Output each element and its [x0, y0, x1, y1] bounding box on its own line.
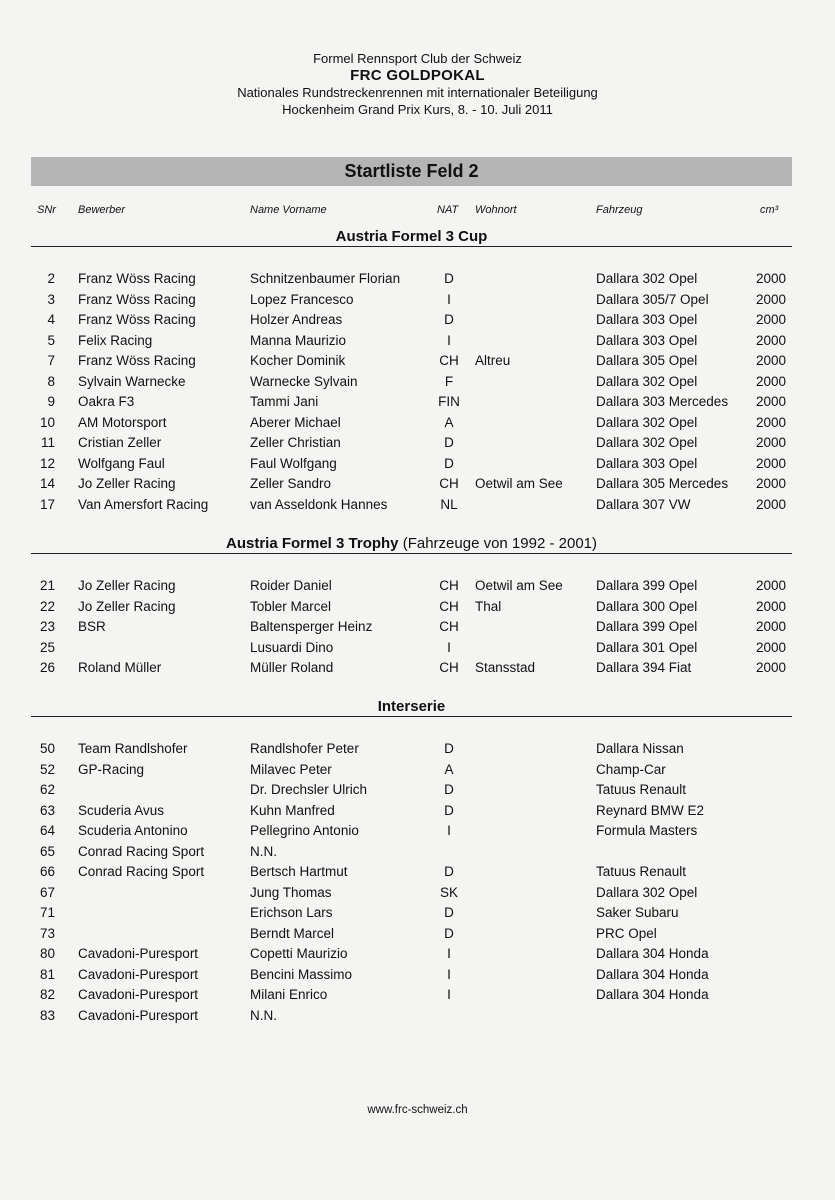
cell-fahrzeug: Tatuus Renault [596, 782, 687, 797]
cell-bewerber: Cavadoni-Puresport [78, 1007, 199, 1023]
cell-name: Bencini Massimo [250, 966, 353, 982]
cell-name: Zeller Sandro [250, 476, 332, 491]
table-row [0, 944, 835, 964]
cell-nat: I [447, 987, 451, 1002]
table-row [0, 617, 835, 637]
cell-fahrzeug: Dallara 304 Honda [596, 966, 709, 982]
table-row [0, 780, 835, 800]
cell-nat: I [447, 639, 451, 655]
table-row [0, 883, 835, 903]
cell-fahrzeug: Dallara 302 Opel [596, 884, 698, 900]
cell-cm: 2000 [755, 291, 786, 307]
cell-snr: 63 [39, 802, 55, 818]
cell-bewerber: Wolfgang Faul [78, 455, 165, 471]
cell-bewerber: Cavadoni-Puresport [78, 966, 199, 982]
cell-snr: 10 [39, 414, 55, 430]
cell-nat: A [444, 414, 454, 430]
cell-fahrzeug: Dallara 303 Opel [596, 332, 698, 348]
cell-bewerber: Franz Wöss Racing [78, 271, 196, 286]
cell-cm: 2000 [755, 332, 786, 348]
event-venue-date: Hockenheim Grand Prix Kurs, 8. - 10. Juli 2011 [282, 102, 553, 117]
cell-nat: I [447, 946, 451, 961]
cell-nat: D [444, 455, 454, 471]
cell-cm: 2000 [755, 496, 786, 512]
cell-name: Manna Maurizio [250, 332, 347, 348]
cell-bewerber: GP-Racing [78, 761, 145, 777]
cell-fahrzeug: Dallara 301 Opel [596, 639, 698, 655]
table-row [0, 862, 835, 882]
cell-nat: I [447, 332, 451, 348]
cell-name: Milavec Peter [250, 761, 332, 777]
cell-fahrzeug: Dallara 304 Honda [596, 946, 709, 961]
cell-cm: 2000 [755, 353, 786, 368]
cell-bewerber: Scuderia Avus [78, 802, 165, 818]
cell-name: N.N. [250, 843, 277, 859]
cell-fahrzeug: Dallara 399 Opel [596, 619, 698, 634]
section-title-trophy [31, 535, 792, 553]
cell-snr: 83 [39, 1007, 55, 1023]
cell-name: N.N. [250, 1007, 277, 1023]
table-row [0, 658, 835, 678]
cell-snr: 52 [39, 761, 55, 777]
cell-name: Holzer Andreas [250, 312, 343, 327]
cell-fahrzeug: Dallara 399 Opel [596, 578, 698, 593]
cell-bewerber: Franz Wöss Racing [78, 312, 196, 327]
cell-bewerber: Franz Wöss Racing [78, 291, 196, 307]
section-rule [31, 553, 792, 554]
cell-fahrzeug: Dallara 302 Opel [596, 271, 698, 286]
table-row [0, 760, 835, 780]
table-row [0, 801, 835, 821]
table-row [0, 331, 835, 351]
cell-snr: 65 [39, 843, 55, 859]
cell-snr: 62 [39, 782, 55, 797]
table-row [0, 433, 835, 453]
col-snr: SNr [37, 204, 56, 216]
footer-url: www.frc-schweiz.ch [367, 1104, 468, 1116]
col-cm: cm³ [760, 204, 779, 216]
section-title-text: Austria Formel 3 Cup [335, 228, 488, 245]
cell-bewerber: Roland Müller [78, 660, 162, 675]
cell-cm: 2000 [755, 455, 786, 471]
cell-cm: 2000 [755, 435, 786, 450]
cell-name: van Asseldonk Hannes [250, 496, 388, 512]
cell-nat: D [444, 312, 454, 327]
cell-fahrzeug: Dallara 304 Honda [596, 987, 709, 1002]
cell-snr: 12 [39, 455, 55, 471]
cell-wohnort: Thal [475, 598, 502, 614]
cell-snr: 22 [39, 598, 55, 614]
cell-nat: A [444, 761, 454, 777]
cell-nat: D [444, 905, 454, 920]
col-nat: NAT [437, 204, 459, 216]
section-subtitle: (Fahrzeuge von 1992 - 2001) [402, 535, 597, 552]
cell-fahrzeug: Formula Masters [596, 823, 698, 838]
cell-name: Aberer Michael [250, 414, 341, 430]
cell-nat: D [444, 782, 454, 797]
cell-snr: 8 [47, 373, 55, 389]
cell-nat: CH [439, 619, 459, 634]
cell-snr: 80 [39, 946, 55, 961]
cell-cm: 2000 [755, 639, 786, 655]
cell-wohnort: Stansstad [475, 660, 536, 675]
cell-nat: D [444, 271, 454, 286]
table-row [0, 821, 835, 841]
cell-name: Erichson Lars [250, 905, 333, 920]
cell-fahrzeug: Dallara 300 Opel [596, 598, 698, 614]
cell-name: Jung Thomas [250, 884, 332, 900]
cell-nat: CH [439, 353, 459, 368]
cell-fahrzeug: PRC Opel [596, 925, 657, 941]
cell-cm: 2000 [755, 578, 786, 593]
cell-nat: I [447, 823, 451, 838]
col-fahrzeug: Fahrzeug [596, 204, 643, 216]
cell-name: Lopez Francesco [250, 291, 354, 307]
section-title-cup [31, 228, 792, 246]
section-rule [31, 246, 792, 247]
cell-snr: 2 [47, 271, 55, 286]
table-row [0, 739, 835, 759]
cell-snr: 71 [39, 905, 55, 920]
cell-snr: 82 [39, 987, 55, 1002]
cell-snr: 9 [47, 394, 55, 409]
cell-snr: 81 [39, 966, 55, 982]
cell-wohnort: Oetwil am See [475, 578, 563, 593]
cell-snr: 17 [39, 496, 55, 512]
cell-name: Faul Wolfgang [250, 455, 337, 471]
cell-name: Tobler Marcel [250, 598, 332, 614]
cell-fahrzeug: Dallara 303 Opel [596, 312, 698, 327]
cell-bewerber: Felix Racing [78, 332, 153, 348]
cell-fahrzeug: Dallara 305 Mercedes [596, 476, 729, 491]
cell-cm: 2000 [755, 598, 786, 614]
cell-nat: D [444, 741, 454, 756]
cell-fahrzeug: Tatuus Renault [596, 864, 687, 879]
cell-fahrzeug: Dallara 307 VW [596, 496, 691, 512]
cell-bewerber: BSR [78, 619, 106, 634]
cell-nat: CH [439, 476, 459, 491]
table-row [0, 310, 835, 330]
cell-snr: 64 [39, 823, 55, 838]
cell-cm: 2000 [755, 476, 786, 491]
cell-snr: 5 [47, 332, 55, 348]
cell-name: Dr. Drechsler Ulrich [250, 782, 368, 797]
cell-wohnort: Altreu [475, 353, 511, 368]
column-headers [0, 204, 835, 218]
cell-nat: NL [440, 496, 458, 512]
cell-cm: 2000 [755, 619, 786, 634]
cell-nat: SK [439, 884, 458, 900]
table-row [0, 495, 835, 515]
cell-bewerber: Sylvain Warnecke [78, 373, 186, 389]
cell-fahrzeug: Dallara 302 Opel [596, 373, 698, 389]
cell-name: Müller Roland [250, 660, 334, 675]
section-rule [31, 716, 792, 717]
event-name: FRC GOLDPOKAL [350, 67, 485, 84]
table-row [0, 924, 835, 944]
section-title-text: Interserie [377, 698, 446, 715]
cell-bewerber: Conrad Racing Sport [78, 864, 205, 879]
cell-bewerber: Conrad Racing Sport [78, 843, 205, 859]
cell-snr: 4 [47, 312, 55, 327]
cell-nat: D [444, 925, 454, 941]
table-row [0, 576, 835, 596]
cell-fahrzeug: Dallara Nissan [596, 741, 684, 756]
cell-fahrzeug: Reynard BMW E2 [596, 802, 705, 818]
club-name: Formel Rennsport Club der Schweiz [313, 51, 522, 66]
cell-name: Kuhn Manfred [250, 802, 335, 818]
cell-nat: D [444, 435, 454, 450]
section-title-text: Austria Formel 3 Trophy [225, 535, 399, 552]
cell-name: Warnecke Sylvain [250, 373, 358, 389]
cell-wohnort: Oetwil am See [475, 476, 563, 491]
cell-snr: 73 [39, 925, 55, 941]
cell-name: Berndt Marcel [250, 925, 335, 941]
table-row [0, 413, 835, 433]
table-row [0, 1006, 835, 1026]
cell-name: Lusuardi Dino [250, 639, 334, 655]
cell-snr: 26 [39, 660, 55, 675]
cell-nat: D [444, 864, 454, 879]
cell-cm: 2000 [755, 312, 786, 327]
cell-nat: CH [439, 598, 459, 614]
table-row [0, 903, 835, 923]
cell-bewerber: Franz Wöss Racing [78, 353, 196, 368]
cell-snr: 66 [39, 864, 55, 879]
cell-nat: CH [439, 660, 459, 675]
cell-bewerber: Jo Zeller Racing [78, 476, 176, 491]
cell-bewerber: Jo Zeller Racing [78, 578, 176, 593]
cell-cm: 2000 [755, 271, 786, 286]
cell-name: Roider Daniel [250, 578, 332, 593]
table-row [0, 474, 835, 494]
cell-name: Bertsch Hartmut [250, 864, 348, 879]
table-row [0, 392, 835, 412]
cell-name: Randlshofer Peter [250, 741, 359, 756]
cell-name: Zeller Christian [250, 435, 341, 450]
cell-bewerber: Oakra F3 [78, 394, 135, 409]
cell-name: Pellegrino Antonio [250, 823, 359, 838]
document-header [0, 50, 835, 118]
table-row [0, 638, 835, 658]
cell-snr: 21 [39, 578, 55, 593]
page-title: Startliste Feld 2 [31, 157, 792, 186]
cell-cm: 2000 [755, 373, 786, 389]
cell-name: Tammi Jani [250, 394, 319, 409]
table-row [0, 372, 835, 392]
cell-bewerber: Cavadoni-Puresport [78, 987, 199, 1002]
cell-nat: CH [439, 578, 459, 593]
cell-bewerber: AM Motorsport [78, 414, 167, 430]
cell-bewerber: Cavadoni-Puresport [78, 946, 199, 961]
cell-snr: 14 [39, 476, 55, 491]
table-row [0, 985, 835, 1005]
event-description: Nationales Rundstreckenrennen mit internationaler Beteiligung [237, 85, 598, 100]
cell-cm: 2000 [755, 394, 786, 409]
cell-fahrzeug: Saker Subaru [596, 905, 679, 920]
col-bewerber: Bewerber [78, 204, 126, 216]
cell-fahrzeug: Dallara 302 Opel [596, 414, 698, 430]
cell-fahrzeug: Dallara 303 Mercedes [596, 394, 729, 409]
table-row [0, 842, 835, 862]
cell-bewerber: Van Amersfort Racing [78, 496, 209, 512]
table-row [0, 290, 835, 310]
cell-bewerber: Scuderia Antonino [78, 823, 188, 838]
cell-nat: I [447, 291, 451, 307]
table-row [0, 454, 835, 474]
cell-fahrzeug: Champ-Car [596, 761, 666, 777]
cell-bewerber: Jo Zeller Racing [78, 598, 176, 614]
col-wohnort: Wohnort [475, 204, 517, 216]
cell-fahrzeug: Dallara 302 Opel [596, 435, 698, 450]
cell-fahrzeug: Dallara 305 Opel [596, 353, 698, 368]
cell-snr: 67 [39, 884, 55, 900]
cell-nat: D [444, 802, 454, 818]
cell-fahrzeug: Dallara 303 Opel [596, 455, 698, 471]
cell-nat: F [444, 373, 454, 389]
table-row [0, 351, 835, 371]
cell-cm: 2000 [755, 660, 786, 675]
cell-fahrzeug: Dallara 394 Fiat [596, 660, 692, 675]
cell-cm: 2000 [755, 414, 786, 430]
col-name: Name Vorname [250, 204, 327, 216]
cell-snr: 50 [39, 741, 55, 756]
cell-bewerber: Team Randlshofer [78, 741, 188, 756]
table-row [0, 965, 835, 985]
cell-snr: 7 [47, 353, 55, 368]
cell-name: Milani Enrico [250, 987, 328, 1002]
table-row [0, 597, 835, 617]
cell-snr: 23 [39, 619, 55, 634]
table-row [0, 269, 835, 289]
cell-nat: I [447, 966, 451, 982]
cell-name: Baltensperger Heinz [250, 619, 373, 634]
cell-bewerber: Cristian Zeller [78, 435, 162, 450]
cell-name: Kocher Dominik [250, 353, 346, 368]
cell-snr: 3 [47, 291, 55, 307]
cell-name: Copetti Maurizio [250, 946, 348, 961]
cell-nat: FIN [438, 394, 460, 409]
cell-fahrzeug: Dallara 305/7 Opel [596, 291, 709, 307]
cell-snr: 11 [40, 435, 55, 450]
cell-snr: 25 [39, 639, 55, 655]
section-title-interserie [31, 698, 792, 716]
cell-name: Schnitzenbaumer Florian [250, 271, 401, 286]
